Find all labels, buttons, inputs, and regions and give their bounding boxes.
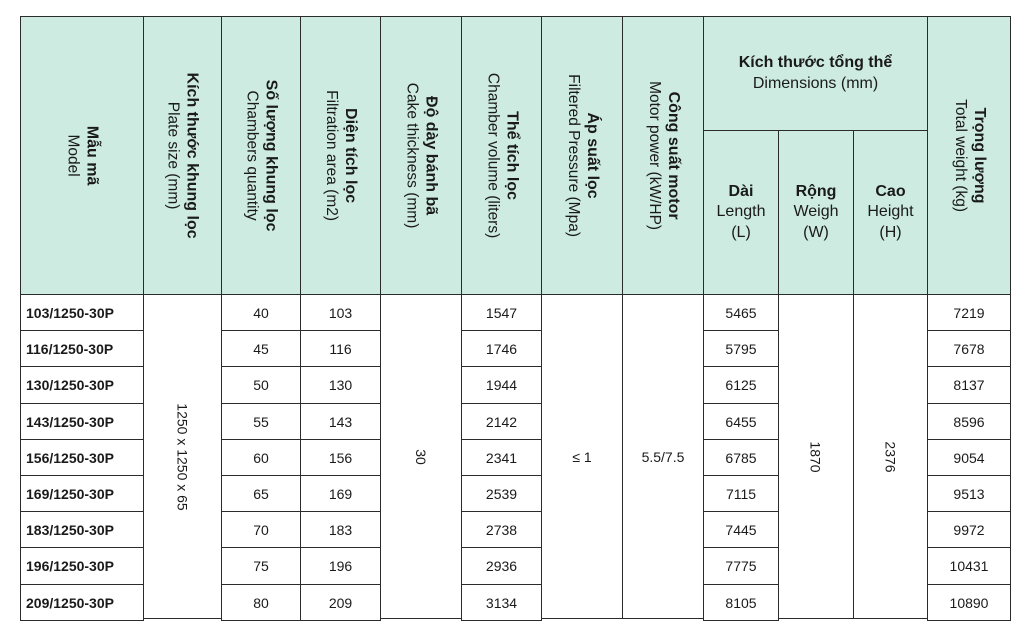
cell-width-merged <box>778 294 854 619</box>
filtration-area-value: 183 <box>328 521 353 538</box>
height-value: 2376 <box>882 440 899 473</box>
header-filtered-pressure-vi: Áp suất lọc <box>583 112 601 199</box>
header-cake-thickness-vi: Độ dày bánh bã <box>422 95 440 216</box>
header-plate-size <box>143 16 222 295</box>
cell-length <box>703 330 779 367</box>
cell-model <box>20 547 144 585</box>
cell-chambers <box>221 475 301 512</box>
chamber-volume-value: 2142 <box>485 413 518 430</box>
header-total-weight-vi: Trọng lượng <box>970 107 988 204</box>
header-plate-size-en: Plate size (mm) <box>165 101 183 210</box>
filtration-area-value: 196 <box>328 558 353 574</box>
chamber-volume-value: 2539 <box>485 485 518 502</box>
cell-height-merged <box>853 294 928 619</box>
model-value: 130/1250-30P <box>26 377 114 393</box>
model-value: 169/1250-30P <box>26 485 114 502</box>
chambers-value: 75 <box>253 558 269 574</box>
cell-filtration-area <box>300 294 381 331</box>
chamber-volume-value: 3134 <box>485 594 518 611</box>
length-value: 7775 <box>725 558 757 574</box>
cell-model <box>20 511 144 548</box>
filtration-area-value: 116 <box>329 340 352 357</box>
length-value: 7445 <box>725 521 757 538</box>
header-height <box>853 130 928 295</box>
cell-chambers <box>221 439 301 476</box>
header-model-en: Model <box>64 134 82 177</box>
header-width <box>778 130 854 295</box>
model-value: 183/1250-30P <box>26 521 114 538</box>
cell-length <box>703 439 779 476</box>
total-weight-value: 9513 <box>953 485 985 502</box>
cell-filtration-area <box>300 366 381 404</box>
cell-total-weight <box>927 584 1011 621</box>
chamber-volume-value: 1944 <box>485 377 518 393</box>
header-filtered-pressure <box>541 16 623 295</box>
header-height-en: Height <box>867 203 914 221</box>
cell-chamber-volume <box>461 294 542 331</box>
cell-length <box>703 403 779 440</box>
cell-model <box>20 584 144 621</box>
cell-chamber-volume <box>461 475 542 512</box>
chambers-value: 50 <box>253 377 269 393</box>
cell-length <box>703 511 779 548</box>
chambers-value: 65 <box>253 485 269 502</box>
header-motor-power-vi: Công suất motor <box>664 91 682 220</box>
cell-total-weight <box>927 330 1011 367</box>
header-dimensions-en: Dimensions (mm) <box>752 74 879 92</box>
cake-thickness-value: 30 <box>412 448 429 465</box>
total-weight-value: 8596 <box>953 413 985 430</box>
header-height-vi: Cao <box>875 182 906 200</box>
header-width-vi: Rộng <box>795 182 837 200</box>
cell-chamber-volume <box>461 330 542 367</box>
chamber-volume-value: 2738 <box>485 521 518 538</box>
cell-chamber-volume <box>461 403 542 440</box>
filtration-area-value: 169 <box>328 485 353 502</box>
length-value: 6785 <box>725 449 757 466</box>
cell-total-weight <box>927 511 1011 548</box>
cell-filtration-area <box>300 475 381 512</box>
cell-chambers <box>221 294 301 331</box>
cell-chamber-volume <box>461 584 542 621</box>
filtered-pressure-value: ≤ 1 <box>572 448 592 465</box>
cell-model <box>20 403 144 440</box>
cell-length <box>703 547 779 585</box>
model-value: 196/1250-30P <box>26 558 114 574</box>
length-value: 7115 <box>725 485 757 502</box>
header-chambers-vi: Số lượng khung lọc <box>262 79 280 232</box>
header-length <box>703 130 779 295</box>
length-value: 8105 <box>725 594 757 611</box>
cell-filtration-area <box>300 403 381 440</box>
chambers-value: 60 <box>253 449 269 466</box>
cell-chambers <box>221 584 301 621</box>
motor-power-value: 5.5/7.5 <box>641 448 685 465</box>
filtration-area-value: 103 <box>328 304 353 321</box>
cell-model <box>20 475 144 512</box>
length-value: 5795 <box>725 340 757 357</box>
total-weight-value: 10431 <box>949 558 989 574</box>
filtration-area-value: 209 <box>328 594 353 611</box>
header-total-weight <box>927 16 1011 295</box>
chamber-volume-value: 1746 <box>485 340 518 357</box>
total-weight-value: 7678 <box>953 340 985 357</box>
header-filtration-area-en: Filtration area (m2) <box>323 90 341 221</box>
cell-chambers <box>221 330 301 367</box>
cell-length <box>703 366 779 404</box>
header-width-en: Weigh <box>793 203 839 221</box>
header-filtration-area <box>300 16 381 295</box>
chambers-value: 80 <box>253 594 269 611</box>
cell-cake-thickness-merged <box>380 294 462 619</box>
header-dimensions-vi: Kích thước tổng thể <box>738 54 893 72</box>
model-value: 103/1250-30P <box>26 304 114 321</box>
cell-filtration-area <box>300 547 381 585</box>
total-weight-value: 9054 <box>953 449 985 466</box>
cell-total-weight <box>927 403 1011 440</box>
header-model <box>20 16 144 295</box>
cell-total-weight <box>927 294 1011 331</box>
header-width-abbr: (W) <box>803 223 829 241</box>
length-value: 5465 <box>725 304 757 321</box>
model-value: 116/1250-30P <box>26 340 114 357</box>
cell-chambers <box>221 366 301 404</box>
cell-length <box>703 584 779 621</box>
model-value: 156/1250-30P <box>26 449 114 466</box>
header-total-weight-en: Total weight (kg) <box>951 99 969 212</box>
header-motor-power <box>622 16 704 295</box>
cell-filtration-area <box>300 511 381 548</box>
header-dimensions <box>703 16 928 131</box>
plate-size-value: 1250 x 1250 x 65 <box>174 402 191 511</box>
cell-plate-size-merged <box>143 294 222 619</box>
filtration-area-value: 130 <box>328 377 353 393</box>
cell-total-weight <box>927 366 1011 404</box>
cell-total-weight <box>927 475 1011 512</box>
length-value: 6455 <box>725 413 757 430</box>
header-filtration-area-vi: Diện tích lọc <box>342 107 360 204</box>
cell-model <box>20 330 144 367</box>
chamber-volume-value: 2936 <box>485 558 518 574</box>
length-value: 6125 <box>725 377 757 393</box>
header-height-abbr: (H) <box>879 223 902 241</box>
header-chambers <box>221 16 301 295</box>
width-value: 1870 <box>808 440 824 473</box>
cell-chamber-volume <box>461 366 542 404</box>
chamber-volume-value: 1547 <box>485 304 518 321</box>
cell-model <box>20 439 144 476</box>
header-filtered-pressure-en: Filtered Pressure (Mpa) <box>564 74 582 237</box>
header-cake-thickness-en: Cake thickness (mm) <box>403 82 421 229</box>
chambers-value: 70 <box>253 521 269 538</box>
cell-filtration-area <box>300 439 381 476</box>
filtration-area-value: 143 <box>328 413 353 430</box>
header-chambers-en: Chambers quantity <box>243 90 261 221</box>
header-length-en: Length <box>716 203 766 221</box>
total-weight-value: 10890 <box>949 594 989 611</box>
header-chamber-volume-en: Chamber volume (liters) <box>484 72 502 239</box>
header-motor-power-en: Motor power (kW/HP) <box>645 81 663 230</box>
header-model-vi: Mẫu mã <box>83 125 101 186</box>
header-chamber-volume-vi: Thể tích lọc <box>503 111 521 200</box>
cell-filtration-area <box>300 584 381 621</box>
cell-filtered-pressure-merged <box>541 294 623 619</box>
cell-model <box>20 294 144 331</box>
cell-length <box>703 294 779 331</box>
total-weight-value: 7219 <box>953 304 985 321</box>
header-length-abbr: (L) <box>731 223 751 241</box>
total-weight-value: 9972 <box>953 521 985 538</box>
cell-total-weight <box>927 547 1011 585</box>
chamber-volume-value: 2341 <box>485 449 518 466</box>
cell-length <box>703 475 779 512</box>
header-cake-thickness <box>380 16 462 295</box>
header-length-vi: Dài <box>728 182 754 200</box>
cell-total-weight <box>927 439 1011 476</box>
cell-chamber-volume <box>461 547 542 585</box>
header-chamber-volume <box>461 16 542 295</box>
cell-chambers <box>221 403 301 440</box>
cell-motor-power-merged <box>622 294 704 619</box>
cell-chamber-volume <box>461 439 542 476</box>
model-value: 143/1250-30P <box>26 413 114 430</box>
filtration-area-value: 156 <box>328 449 353 466</box>
chambers-value: 55 <box>253 413 269 430</box>
model-value: 209/1250-30P <box>26 594 114 611</box>
cell-filtration-area <box>300 330 381 367</box>
cell-chambers <box>221 547 301 585</box>
chambers-value: 45 <box>253 340 269 357</box>
total-weight-value: 8137 <box>953 377 985 393</box>
cell-model <box>20 366 144 404</box>
cell-chamber-volume <box>461 511 542 548</box>
spec-table <box>20 16 1011 619</box>
header-plate-size-vi: Kích thước khung lọc <box>184 72 202 239</box>
chambers-value: 40 <box>253 304 269 321</box>
cell-chambers <box>221 511 301 548</box>
